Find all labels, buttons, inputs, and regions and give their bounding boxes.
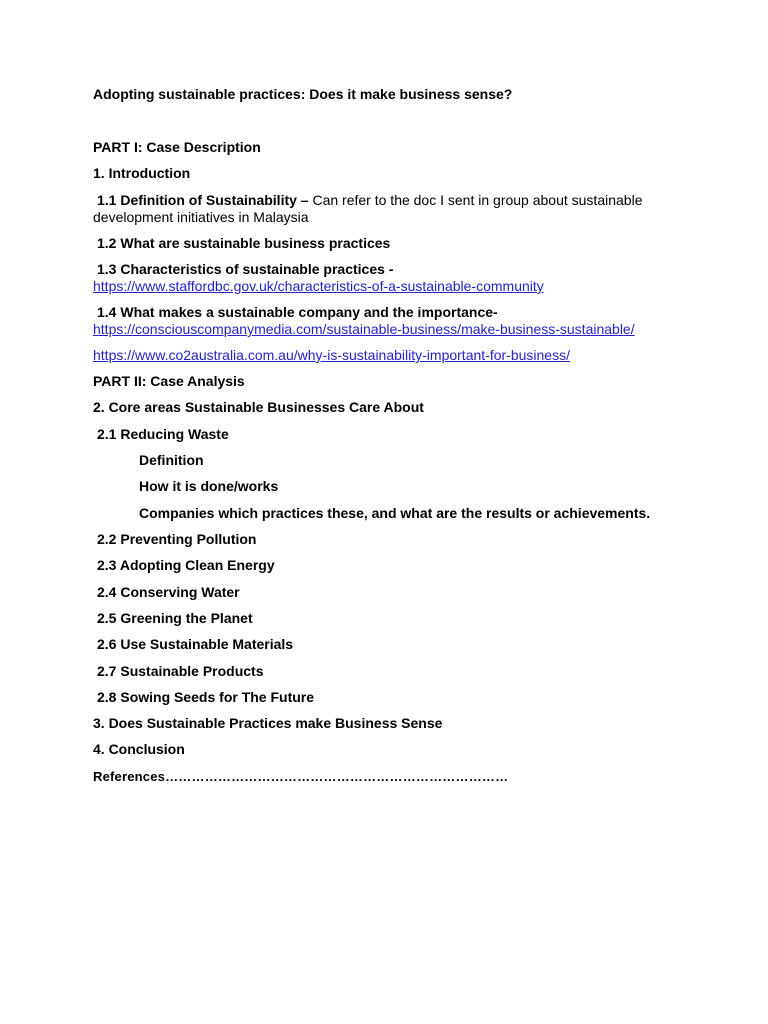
section-2-2: 2.2 Preventing Pollution	[97, 531, 257, 547]
section-1-2: 1.2 What are sustainable business practices	[97, 235, 391, 251]
section-1-4-link2-wrap	[93, 347, 708, 364]
section-2-4: 2.4 Conserving Water	[97, 584, 240, 600]
section-4-conclusion: 4. Conclusion	[93, 741, 185, 757]
part2-heading: PART II: Case Analysis	[93, 373, 245, 389]
section-2-7: 2.7 Sustainable Products	[97, 663, 264, 679]
section-1-4-label: 1.4 What makes a sustainable company and the importance-	[97, 304, 498, 320]
section-2-6: 2.6 Use Sustainable Materials	[97, 636, 294, 652]
references-line: References……………………………………………………………………	[93, 769, 509, 784]
part1-heading: PART I: Case Description	[93, 139, 261, 155]
section-3: 3. Does Sustainable Practices make Business Sense	[93, 715, 443, 731]
section-2-8: 2.8 Sowing Seeds for The Future	[97, 689, 315, 705]
document-title: Adopting sustainable practices: Does it make business sense?	[93, 86, 513, 102]
co2australia-link[interactable]: https://www.co2australia.com.au/why-is-sustainability-important-for-business/	[93, 347, 570, 363]
section-1-1-text: Can refer to the doc I sent in group about sustainable development initiatives in Malaysia	[93, 192, 643, 225]
section-1-3-label: 1.3 Characteristics of sustainable practices -	[97, 261, 394, 277]
section-1-1	[93, 192, 708, 226]
consciouscompany-link[interactable]: https://consciouscompanymedia.com/sustainable-business/make-business-sustainable/	[93, 321, 635, 337]
staffordbc-link[interactable]: https://www.staffordbc.gov.uk/characteristics-of-a-sustainable-community	[93, 278, 544, 294]
section-2-3: 2.3 Adopting Clean Energy	[97, 557, 275, 573]
section-2-1-item: Definition	[139, 452, 204, 468]
section-introduction: 1. Introduction	[93, 165, 191, 181]
section-2-1-item: Companies which practices these, and what are the results or achievements.	[139, 505, 651, 521]
section-1-4-link1-wrap	[93, 321, 708, 338]
section-1-3-link-wrap	[93, 278, 708, 295]
section-2-5: 2.5 Greening the Planet	[97, 610, 253, 626]
section-2-1: 2.1 Reducing Waste	[97, 426, 229, 442]
section-1-1-label: 1.1 Definition of Sustainability –	[97, 192, 309, 208]
section-2-1-item: How it is done/works	[139, 478, 279, 494]
section-2: 2. Core areas Sustainable Businesses Care About	[93, 399, 424, 415]
